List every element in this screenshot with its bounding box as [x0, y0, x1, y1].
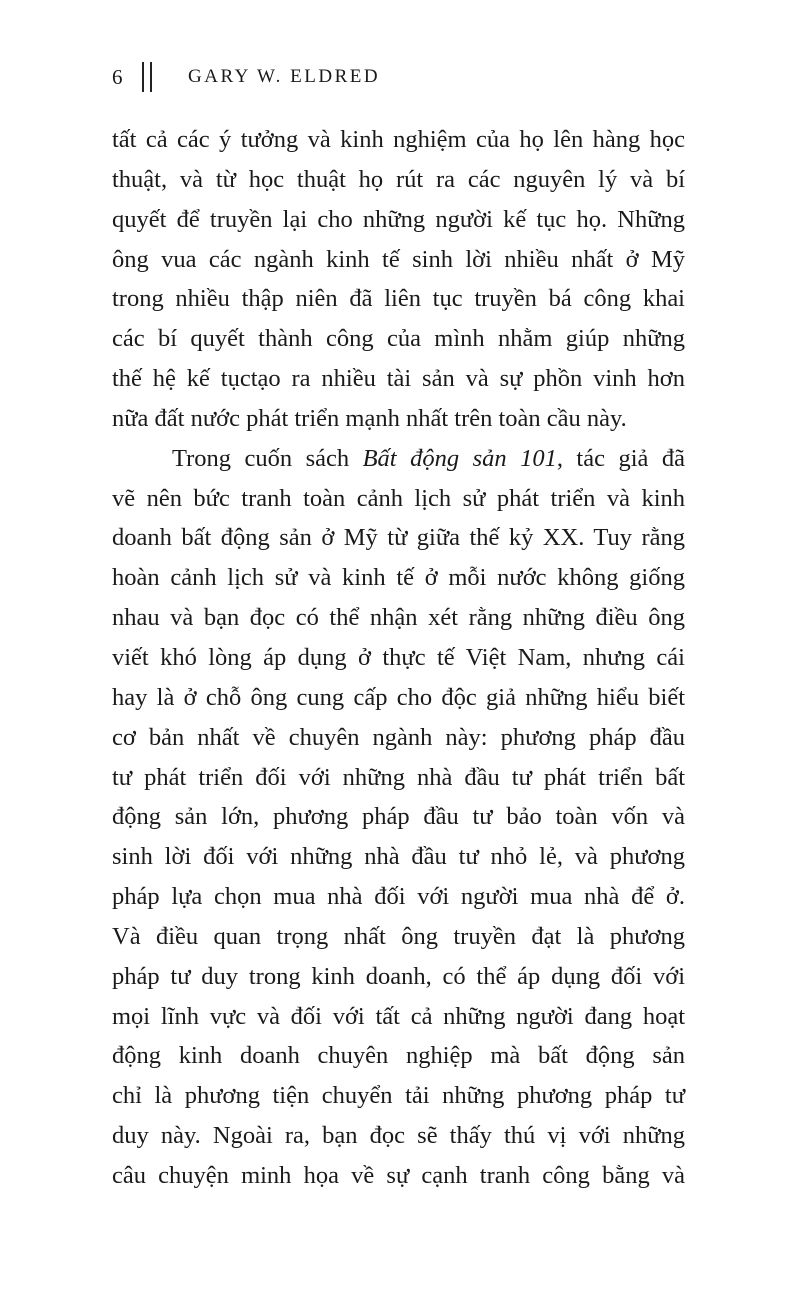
page-number: 6 — [112, 64, 123, 89]
text-line: duy này. Ngoài ra, bạn đọc sẽ thấy thú vị với những — [112, 1122, 685, 1150]
text-line: thế hệ kế tụctạo ra nhiều tài sản và sự phồn vinh hơn — [112, 365, 685, 393]
text-line: ông vua các ngành kinh tế sinh lời nhiều nhất ở Mỹ — [112, 245, 685, 273]
text-line: nhau và bạn đọc có thể nhận xét rằng những điều ông — [112, 604, 685, 632]
text-line: động sản lớn, phương pháp đầu tư bảo toàn vốn và — [112, 803, 685, 831]
text-line: mọi lĩnh vực và đối với tất cả những người đang hoạt — [112, 1002, 685, 1030]
text-line: pháp lựa chọn mua nhà đối với người mua nhà để ở. — [112, 883, 685, 911]
text-line: quyết để truyền lại cho những người kế tục họ. Những — [112, 205, 685, 233]
text-line: viết khó lòng áp dụng ở thực tế Việt Nam, nhưng cái — [112, 643, 685, 671]
text-line: tư phát triển đối với những nhà đầu tư phát triển bất — [112, 763, 685, 791]
paragraph-1 — [112, 120, 685, 439]
text-line: thuật, và từ học thuật họ rút ra các nguyên lý và bí — [112, 165, 685, 193]
text-line: pháp tư duy trong kinh doanh, có thể áp dụng đối với — [112, 962, 685, 990]
header-divider — [142, 62, 152, 92]
text-line: tất cả các ý tưởng và kinh nghiệm của họ lên hàng học — [112, 126, 685, 153]
text-segment: Trong cuốn sách — [172, 444, 363, 472]
text-line: các bí quyết thành công của mình nhằm giúp những — [112, 325, 685, 353]
page-header — [112, 62, 380, 92]
body-text — [112, 120, 685, 1196]
text-line: hoàn cảnh lịch sử và kinh tế ở mỗi nước không giống — [112, 564, 685, 592]
running-head-author: GARY W. ELDRED — [188, 66, 381, 87]
text-line: cơ bản nhất về chuyên ngành này: phương pháp đầu — [112, 723, 685, 751]
text-line: nữa đất nước phát triển mạnh nhất trên toàn cầu này. — [112, 404, 627, 432]
text-line: Và điều quan trọng nhất ông truyền đạt là phương — [112, 922, 685, 950]
text-line: trong nhiều thập niên đã liên tục truyền bá công khai — [112, 285, 685, 313]
text-line: vẽ nên bức tranh toàn cảnh lịch sử phát triển và kinh — [112, 484, 685, 512]
text-line: câu chuyện minh họa về sự cạnh tranh công bằng và — [112, 1161, 685, 1189]
text-line: chỉ là phương tiện chuyển tải những phương pháp tư — [112, 1082, 685, 1110]
text-line: hay là ở chỗ ông cung cấp cho độc giả những hiểu biết — [112, 683, 685, 711]
text-line: động kinh doanh chuyên nghiệp mà bất động sản — [112, 1042, 685, 1070]
text-line: sinh lời đối với những nhà đầu tư nhỏ lẻ, và phương — [112, 843, 685, 871]
text-line: doanh bất động sản ở Mỹ từ giữa thế kỷ XX. Tuy rằng — [112, 524, 685, 552]
text-segment: , tác giả đã — [556, 444, 685, 472]
book-title-italic: Bất động sản 101 — [362, 444, 557, 472]
paragraph-2 — [112, 439, 685, 1196]
text-line — [112, 439, 685, 479]
